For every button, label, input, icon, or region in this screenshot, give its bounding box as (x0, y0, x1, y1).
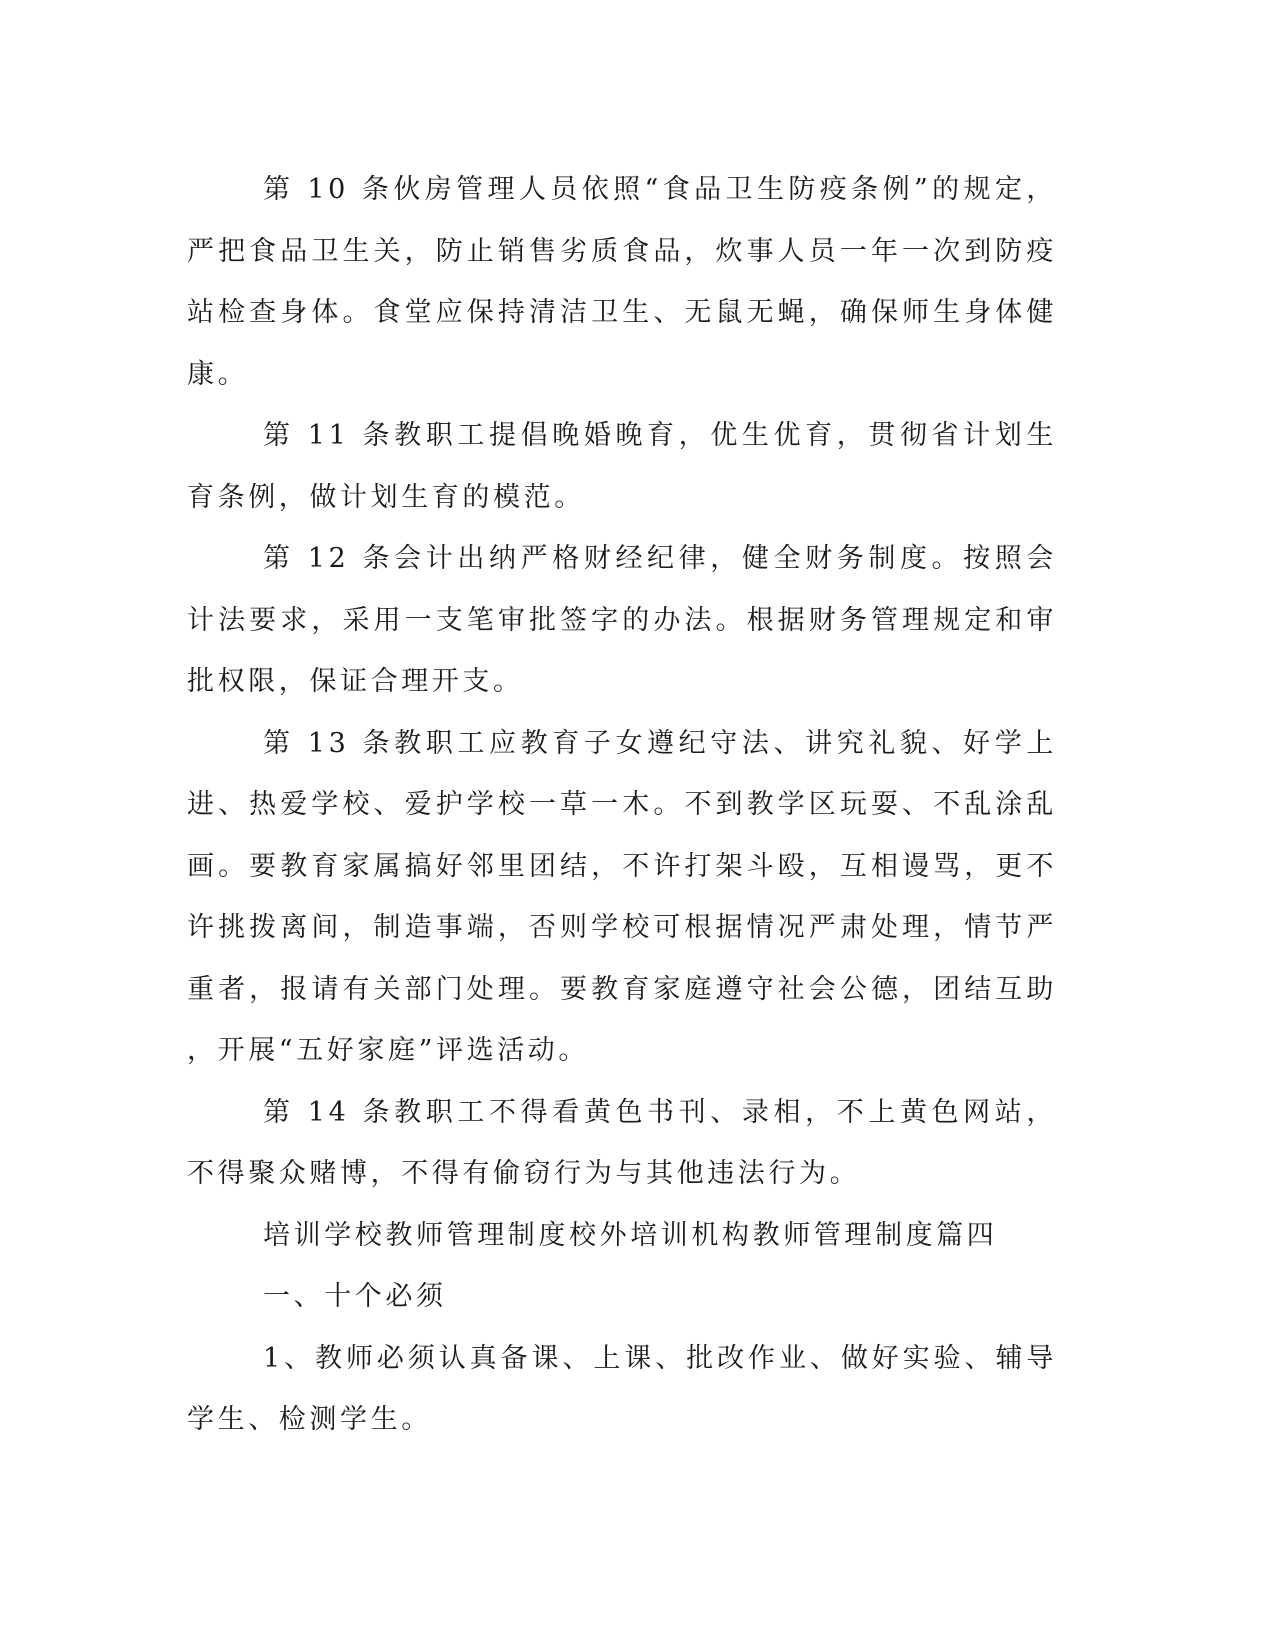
paragraph-article-14: 第 14 条教职工不得看黄色书刊、录相，不上黄色网站，不得聚众赌博，不得有偷窃行为与其他违法行为。 (187, 1096, 1057, 1189)
subsection-heading: 一、十个必须 (263, 1281, 447, 1312)
document-body (187, 159, 1057, 1451)
paragraph-article-11: 第 11 条教职工提倡晚婚晚育，优生优育，贯彻省计划生育条例，做计划生育的模范。 (187, 420, 1057, 513)
paragraph-article-13: 第 13 条教职工应教育子女遵纪守法、讲究礼貌、好学上进、热爱学校、爱护学校一草一木。不到教学区玩耍、不乱涂乱画。要教育家属搞好邻里团结，不许打架斗殴，互相谩骂，更不许挑拨离间，制造事端，否则学校可根据情况严肃处理，情节严重者，报请有关部门处理。要教育家庭遵守社会公德，团结互助，开展“五好家庭”评选活动。 (187, 727, 1057, 1066)
list-item: 1、教师必须认真备课、上课、批改作业、做好实验、辅导学生、检测学生。 (187, 1342, 1057, 1435)
section-heading: 培训学校教师管理制度校外培训机构教师管理制度篇四 (263, 1219, 998, 1251)
paragraph-article-10: 第 10 条伙房管理人员依照“食品卫生防疫条例”的规定，严把食品卫生关，防止销售劣质食品，炊事人员一年一次到防疫站检查身体。食堂应保持清洁卫生、无鼠无蝇，确保师生身体健康。 (187, 174, 1057, 390)
paragraph-article-12: 第 12 条会计出纳严格财经纪律，健全财务制度。按照会计法要求，采用一支笔审批签字的办法。根据财务管理规定和审批权限，保证合理开支。 (187, 543, 1057, 697)
